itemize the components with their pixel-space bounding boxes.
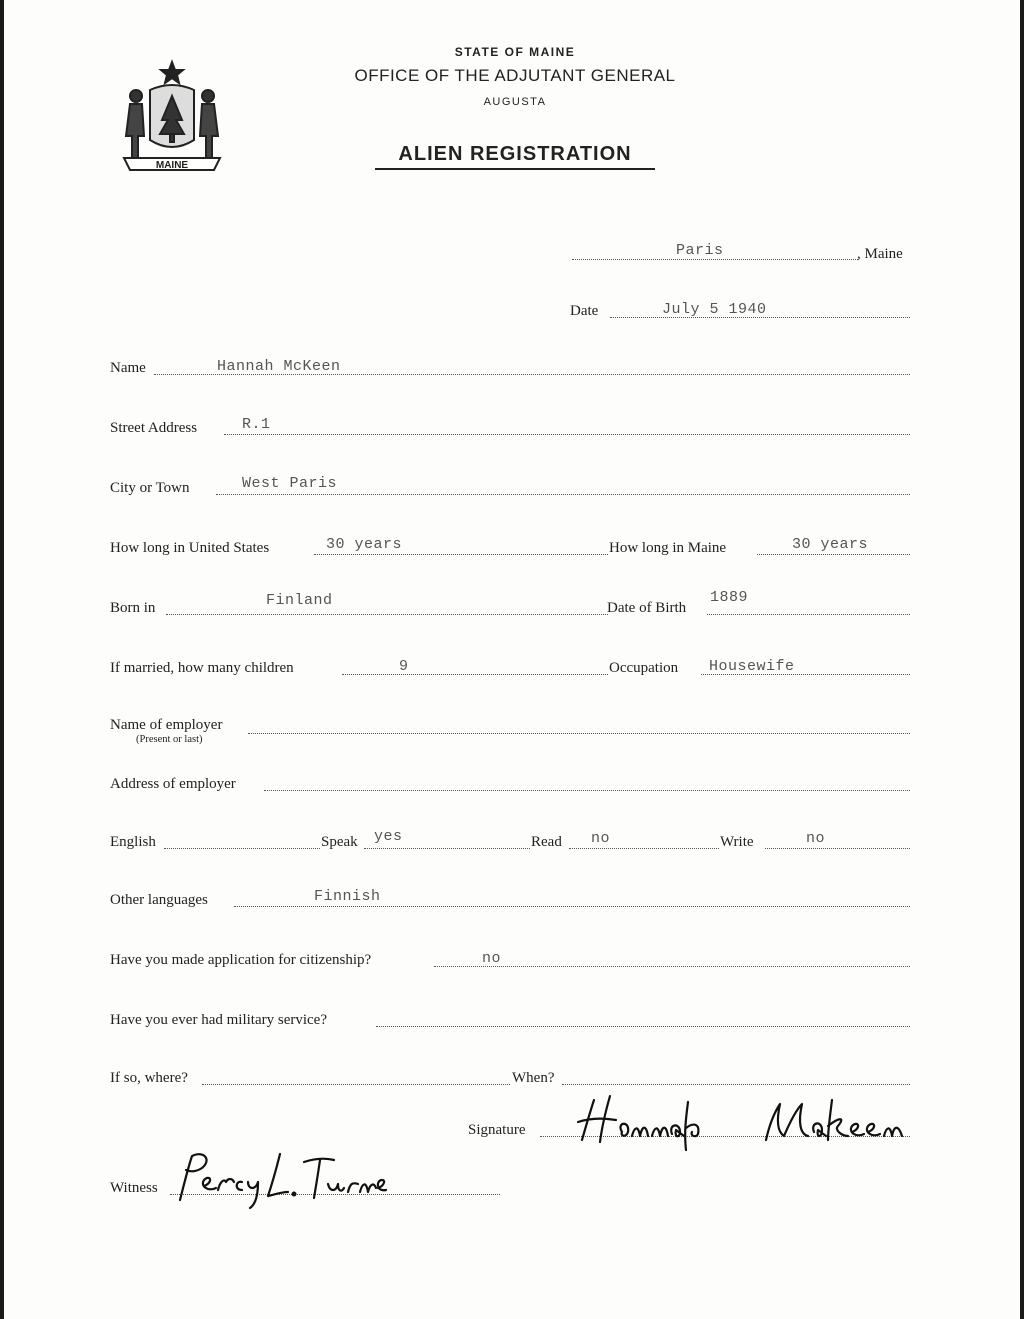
children-line	[342, 674, 608, 675]
street-label: Street Address	[110, 420, 198, 436]
where-label: If so, where?	[110, 1070, 188, 1086]
read-label: Read	[531, 834, 562, 850]
city-label: City or Town	[110, 480, 190, 496]
born-in-line	[166, 614, 608, 615]
born-in-value: Finland	[266, 592, 333, 609]
where-line	[202, 1084, 510, 1085]
occupation-label: Occupation	[609, 660, 679, 676]
children-value: 9	[399, 658, 409, 675]
date-of-birth-value: 1889	[710, 589, 749, 606]
place-line	[572, 259, 858, 260]
how-long-maine-value: 30 years	[792, 536, 869, 553]
read-line	[569, 848, 719, 849]
signature-label: Signature	[468, 1122, 526, 1138]
date-of-birth-line	[707, 614, 910, 615]
maine-state-seal-icon	[116, 58, 228, 184]
place-value: Paris	[676, 242, 724, 259]
speak-value: yes	[374, 828, 403, 845]
form-title: ALIEN REGISTRATION	[398, 143, 632, 165]
when-line	[562, 1084, 910, 1085]
place-suffix: , Maine	[857, 246, 903, 262]
employer-address-line	[264, 790, 910, 791]
state-heading: STATE OF MAINE	[454, 45, 576, 59]
street-line	[224, 434, 910, 435]
when-label: When?	[512, 1070, 555, 1086]
date-label: Date	[570, 303, 599, 319]
name-value: Hannah McKeen	[217, 358, 341, 375]
write-line	[765, 848, 910, 849]
how-long-us-line	[314, 554, 608, 555]
signature-handwriting	[576, 1092, 906, 1154]
city-line	[216, 494, 910, 495]
witness-label: Witness	[110, 1180, 158, 1196]
how-long-us-label: How long in United States	[110, 540, 270, 556]
english-label: English	[110, 834, 156, 850]
witness-signature-handwriting	[170, 1148, 390, 1210]
how-long-maine-line	[757, 554, 910, 555]
employer-name-note: (Present or last)	[136, 734, 203, 745]
name-label: Name	[110, 360, 146, 376]
city-heading: AUGUSTA	[483, 96, 547, 108]
children-label: If married, how many children	[110, 660, 294, 676]
date-of-birth-label: Date of Birth	[607, 600, 687, 616]
write-value: no	[806, 830, 826, 847]
other-languages-label: Other languages	[110, 892, 208, 908]
read-value: no	[591, 830, 611, 847]
other-languages-line	[234, 906, 910, 907]
write-label: Write	[720, 834, 754, 850]
citizenship-label: Have you made application for citizenship?	[110, 952, 372, 968]
military-label: Have you ever had military service?	[110, 1012, 327, 1028]
employer-address-label: Address of employer	[110, 776, 236, 792]
citizenship-line	[434, 966, 910, 967]
speak-line	[364, 848, 530, 849]
registration-form-sheet	[4, 0, 1020, 1319]
date-value: July 5 1940	[662, 301, 767, 318]
office-heading: OFFICE OF THE ADJUTANT GENERAL	[354, 66, 676, 85]
military-line	[376, 1026, 910, 1027]
how-long-us-value: 30 years	[326, 536, 403, 553]
seal-text: MAINE	[155, 160, 189, 171]
citizenship-value: no	[482, 950, 502, 967]
title-underline	[375, 168, 655, 170]
employer-name-label: Name of employer	[110, 717, 223, 733]
city-value: West Paris	[242, 475, 338, 492]
speak-label: Speak	[321, 834, 358, 850]
employer-name-line	[248, 733, 910, 734]
how-long-maine-label: How long in Maine	[609, 540, 727, 556]
english-line	[164, 848, 320, 849]
other-languages-value: Finnish	[314, 888, 381, 905]
born-in-label: Born in	[110, 600, 156, 616]
street-value: R.1	[242, 416, 271, 433]
occupation-value: Housewife	[709, 658, 795, 675]
